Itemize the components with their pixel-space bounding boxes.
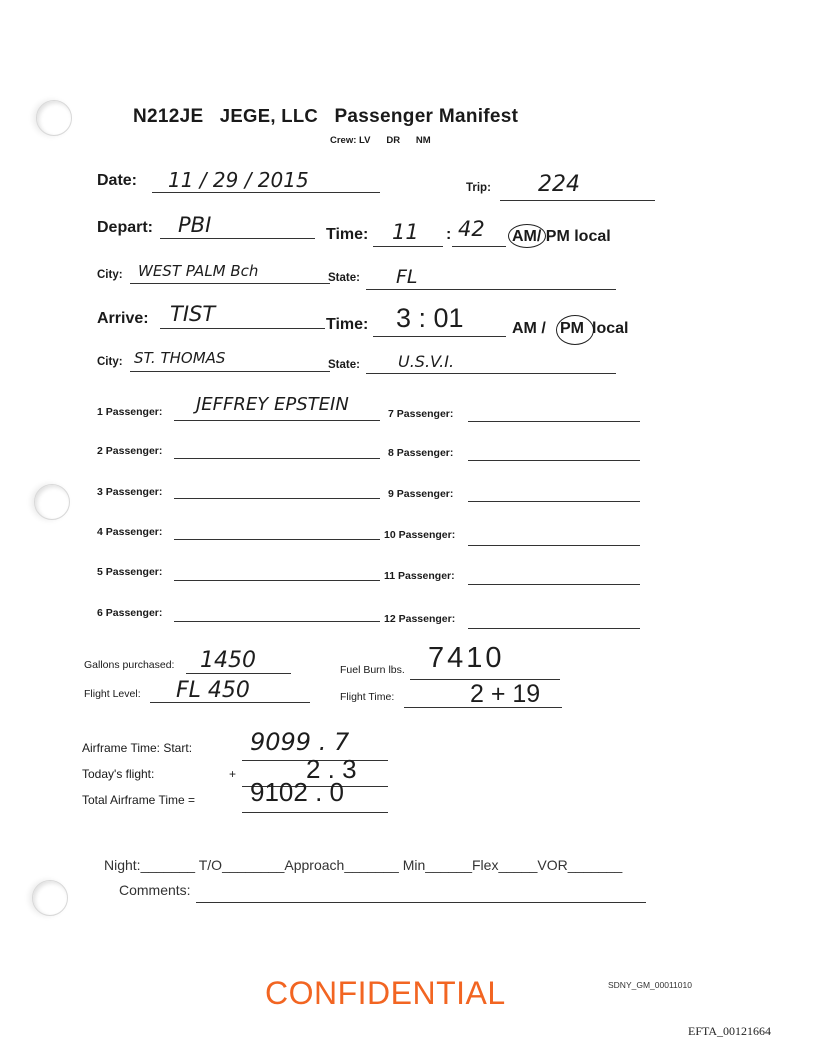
passenger-label: 3 Passenger:	[97, 486, 163, 498]
depart-am: AM	[512, 228, 537, 245]
depart-minute: 42	[458, 217, 485, 241]
approach-label: Approach	[284, 857, 345, 873]
passenger-line	[468, 628, 640, 629]
arrive-state-line	[366, 373, 616, 374]
depart-city-value: WEST PALM Bch	[138, 262, 259, 280]
depart-state-line	[366, 289, 616, 290]
binder-hole-middle	[34, 484, 70, 520]
to-label: T/O	[198, 857, 223, 873]
passenger-label: 10 Passenger:	[384, 529, 456, 541]
depart-hour: 11	[392, 220, 419, 244]
passenger-line	[468, 501, 640, 502]
date-value: 11 / 29 / 2015	[168, 168, 309, 192]
depart-hour-line	[373, 246, 443, 247]
passenger-label: 6 Passenger:	[97, 607, 163, 619]
depart-state-value: FL	[396, 266, 418, 288]
depart-line	[160, 238, 315, 239]
total-airframe-label: Total Airframe Time =	[82, 793, 196, 807]
arrive-time-label: Time:	[326, 316, 369, 333]
doc-title: Passenger Manifest	[334, 106, 519, 127]
passenger-line	[468, 421, 640, 422]
crew-line	[330, 135, 431, 146]
depart-city-line	[130, 283, 330, 284]
arrive-line	[160, 328, 325, 329]
arrive-city-value: ST. THOMAS	[134, 349, 226, 367]
gallons-value: 1450	[200, 648, 256, 673]
gallons-line	[186, 673, 291, 674]
passenger-line	[174, 539, 380, 540]
airframe-start-label: Airframe Time: Start:	[82, 741, 193, 755]
crew-member: DR	[386, 135, 401, 146]
arrive-state-value: U.S.V.I.	[398, 352, 455, 371]
passenger-line	[468, 460, 640, 461]
arrive-am: AM /	[512, 320, 546, 337]
passenger-line	[468, 545, 640, 546]
min-label: Min	[402, 857, 426, 873]
fuel-burn-value: 7410	[428, 642, 505, 674]
passenger-label: 1 Passenger:	[97, 406, 163, 418]
bates-number: SDNY_GM_00011010	[608, 980, 692, 990]
tail-number: N212JE	[133, 106, 204, 127]
passenger-line	[174, 420, 380, 421]
crew-member: LV	[359, 135, 371, 146]
flight-level-value: FL 450	[176, 678, 250, 703]
passenger-line	[174, 458, 380, 459]
arrive-time-value: 3 : 01	[396, 303, 464, 333]
date-line	[152, 192, 380, 193]
trip-label: Trip:	[466, 182, 491, 194]
passenger-label: 12 Passenger:	[384, 613, 456, 625]
arrive-local: local	[592, 320, 629, 337]
passenger-line	[174, 621, 380, 622]
passenger-label: 2 Passenger:	[97, 445, 163, 457]
crew-label: Crew:	[330, 135, 357, 146]
passenger-line	[174, 580, 380, 581]
depart-label: Depart:	[97, 219, 154, 236]
comments-line	[196, 902, 646, 903]
night-row: Night:_______ T/O________Approach_______ Min______Flex_____VOR_______	[104, 857, 623, 873]
arrive-time-line	[373, 336, 506, 337]
depart-ampm	[512, 228, 611, 246]
binder-hole-bottom	[32, 880, 68, 916]
passenger-label: 9 Passenger:	[388, 488, 454, 500]
depart-value: PBI	[178, 213, 212, 237]
gallons-label: Gallons purchased:	[84, 659, 175, 671]
today-flight-label: Today's flight:	[82, 767, 155, 781]
depart-city-label: City:	[97, 269, 123, 281]
manifest-title	[133, 105, 518, 128]
confidential-stamp: CONFIDENTIAL	[265, 975, 506, 1011]
vor-label: VOR	[537, 857, 568, 873]
efta-number: EFTA_00121664	[688, 1024, 772, 1038]
today-plus: +	[229, 767, 237, 781]
flight-level-label: Flight Level:	[84, 688, 141, 700]
passenger-value: JEFFREY EPSTEIN	[196, 394, 349, 415]
depart-pm-local: / PM local	[536, 228, 611, 245]
trip-line	[500, 200, 655, 201]
arrive-city-line	[130, 371, 330, 372]
night-label: Night:	[104, 857, 141, 873]
arrive-label: Arrive:	[97, 310, 149, 327]
flex-label: Flex	[472, 857, 499, 873]
flight-time-label: Flight Time:	[340, 691, 395, 703]
passenger-line	[468, 584, 640, 585]
date-label: Date:	[97, 172, 138, 189]
comments-label: Comments:	[119, 882, 191, 898]
airframe-start-value: 9099 . 7	[250, 728, 350, 756]
trip-value: 224	[538, 172, 580, 197]
arrive-state-label: State:	[328, 359, 360, 371]
passenger-line	[174, 498, 380, 499]
depart-state-label: State:	[328, 272, 360, 284]
fuel-burn-label: Fuel Burn lbs.	[340, 664, 405, 676]
binder-hole-top	[36, 100, 72, 136]
flight-time-value: 2 + 19	[470, 680, 541, 708]
depart-time-label: Time:	[326, 226, 369, 243]
total-airframe-value: 9102 . 0	[250, 777, 344, 807]
passenger-label: 8 Passenger:	[388, 447, 454, 459]
depart-time-sep: :	[446, 226, 452, 243]
company-name: JEGE, LLC	[219, 105, 319, 126]
passenger-label: 5 Passenger:	[97, 566, 163, 578]
crew-member: NM	[415, 135, 431, 146]
arrive-pm: PM	[560, 320, 584, 337]
total-airframe-line	[242, 812, 388, 813]
arrive-value: TIST	[170, 302, 216, 326]
passenger-label: 7 Passenger:	[388, 408, 454, 420]
depart-min-line	[452, 246, 506, 247]
passenger-label: 4 Passenger:	[97, 526, 163, 538]
arrive-city-label: City:	[97, 356, 123, 368]
passenger-label: 11 Passenger:	[384, 570, 455, 582]
today-flight-value: 2 . 3	[306, 754, 357, 784]
